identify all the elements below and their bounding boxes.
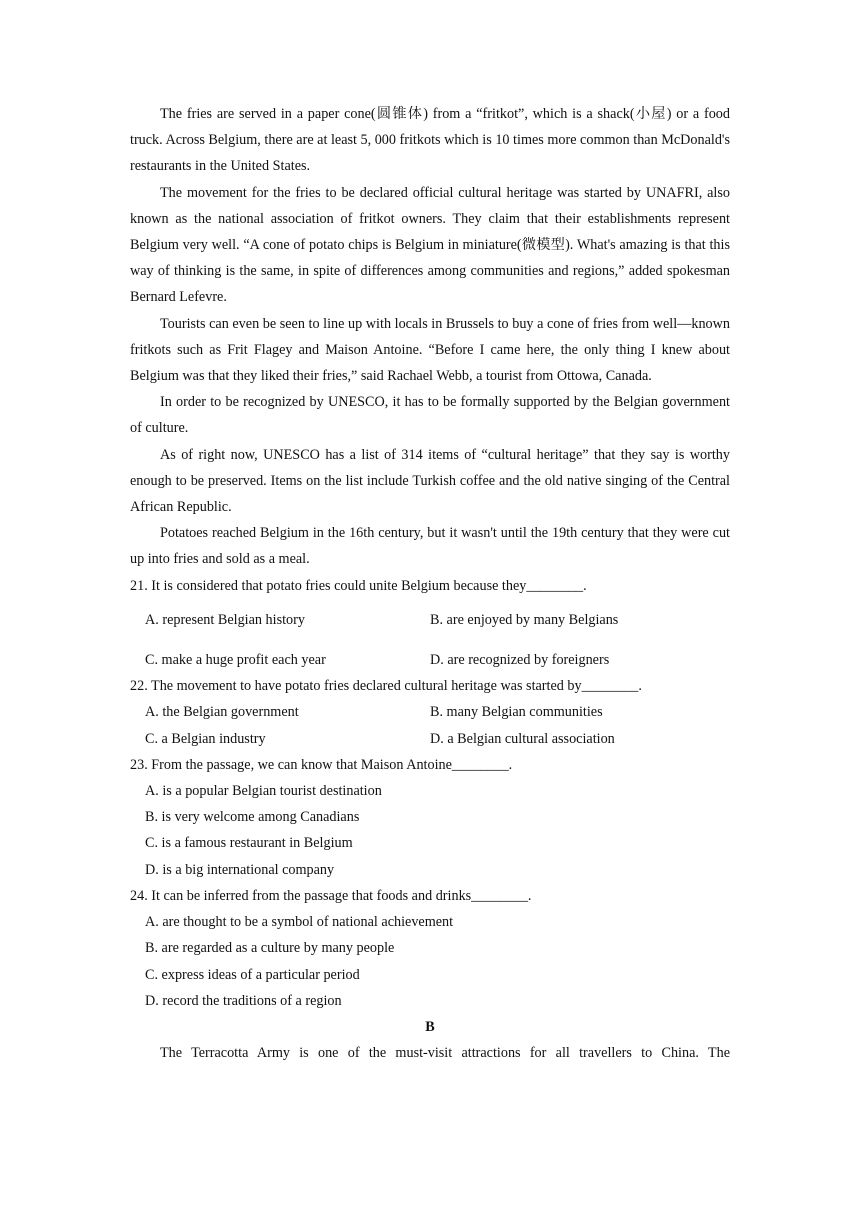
question-24-option-b: B. are regarded as a culture by many people — [145, 940, 395, 957]
question-22-stem: 22. The movement to have potato fries declared cultural heritage was started by________. — [130, 678, 642, 695]
question-21-option-a: A. represent Belgian history — [145, 611, 305, 628]
question-24 — [130, 883, 730, 1014]
question-21-options-row-1 — [145, 607, 730, 633]
question-24-options — [130, 909, 730, 1014]
passage-paragraph-2: The movement for the fries to be declared official cultural heritage was started by UNAFRI, also known as the national association of fritkot owners. They claim that their establishments represent Belgium very well. “A cone of potato chips is Belgium in miniature(微模型). What's amazing is that this way of thinking is the same, in spite of differences among communities and regions,” added spokesman Bernard Lefevre. — [130, 184, 730, 306]
passage-paragraph-3: Tourists can even be seen to line up with locals in Brussels to buy a cone of fries from well—known fritkots such as Frit Flagey and Maison Antoine. “Before I came here, the only thing I knew about Belgium was that they liked their fries,” said Rachael Webb, a tourist from Ottowa, Canada. — [130, 315, 730, 385]
question-24-option-c: C. express ideas of a particular period — [145, 966, 360, 983]
question-23-option-b: B. is very welcome among Canadians — [145, 809, 360, 826]
question-22-options-row-1 — [145, 699, 730, 725]
section-b-title: B — [425, 1018, 435, 1035]
question-24-option-d: D. record the traditions of a region — [145, 992, 342, 1009]
question-23-option-c: C. is a famous restaurant in Belgium — [145, 835, 353, 852]
question-21-stem: 21. It is considered that potato fries could unite Belgium because they________. — [130, 577, 587, 594]
question-23-option-d: D. is a big international company — [145, 861, 335, 878]
section-b-intro: The Terracotta Army is one of the must-visit attractions for all travellers to China. The — [160, 1045, 730, 1062]
question-23-option-a: A. is a popular Belgian tourist destination — [145, 783, 382, 800]
question-22-option-a: A. the Belgian government — [145, 704, 299, 721]
question-23-stem: 23. From the passage, we can know that Maison Antoine________. — [130, 756, 513, 773]
question-23 — [130, 752, 730, 883]
passage-paragraph-6: Potatoes reached Belgium in the 16th century, but it wasn't until the 19th century that they were cut up into fries and sold as a meal. — [130, 525, 730, 568]
question-22 — [130, 673, 730, 752]
question-21-option-c: C. make a huge profit each year — [145, 652, 326, 669]
question-22-option-d: D. a Belgian cultural association — [430, 730, 615, 747]
question-22-options — [130, 699, 730, 751]
question-21 — [130, 573, 730, 674]
question-24-option-a: A. are thought to be a symbol of national achievement — [145, 914, 454, 931]
question-24-stem: 24. It can be inferred from the passage that foods and drinks________. — [130, 887, 532, 904]
question-22-options-row-2 — [145, 726, 730, 752]
question-22-option-b: B. many Belgian communities — [430, 704, 603, 721]
question-21-option-b: B. are enjoyed by many Belgians — [430, 611, 619, 628]
question-21-options-row-2 — [145, 647, 730, 673]
question-21-options — [130, 607, 730, 673]
passage-paragraph-5: As of right now, UNESCO has a list of 314 items of “cultural heritage” that they say is worthy enough to be preserved. Items on the list include Turkish coffee and the old native singing of the Central African Republic. — [130, 446, 730, 516]
passage-paragraph-1: The fries are served in a paper cone(圆锥体) from a “fritkot”, which is a shack(小屋) or a food truck. Across Belgium, there are at least 5, 000 fritkots which is 10 times more common than McDonald's restaurants in the United States. — [130, 106, 730, 175]
document-page — [130, 101, 730, 1066]
question-21-option-d: D. are recognized by foreigners — [430, 652, 610, 669]
passage-paragraph-4: In order to be recognized by UNESCO, it has to be formally supported by the Belgian government of culture. — [130, 394, 730, 437]
question-23-options — [130, 778, 730, 883]
question-22-option-c: C. a Belgian industry — [145, 730, 266, 747]
